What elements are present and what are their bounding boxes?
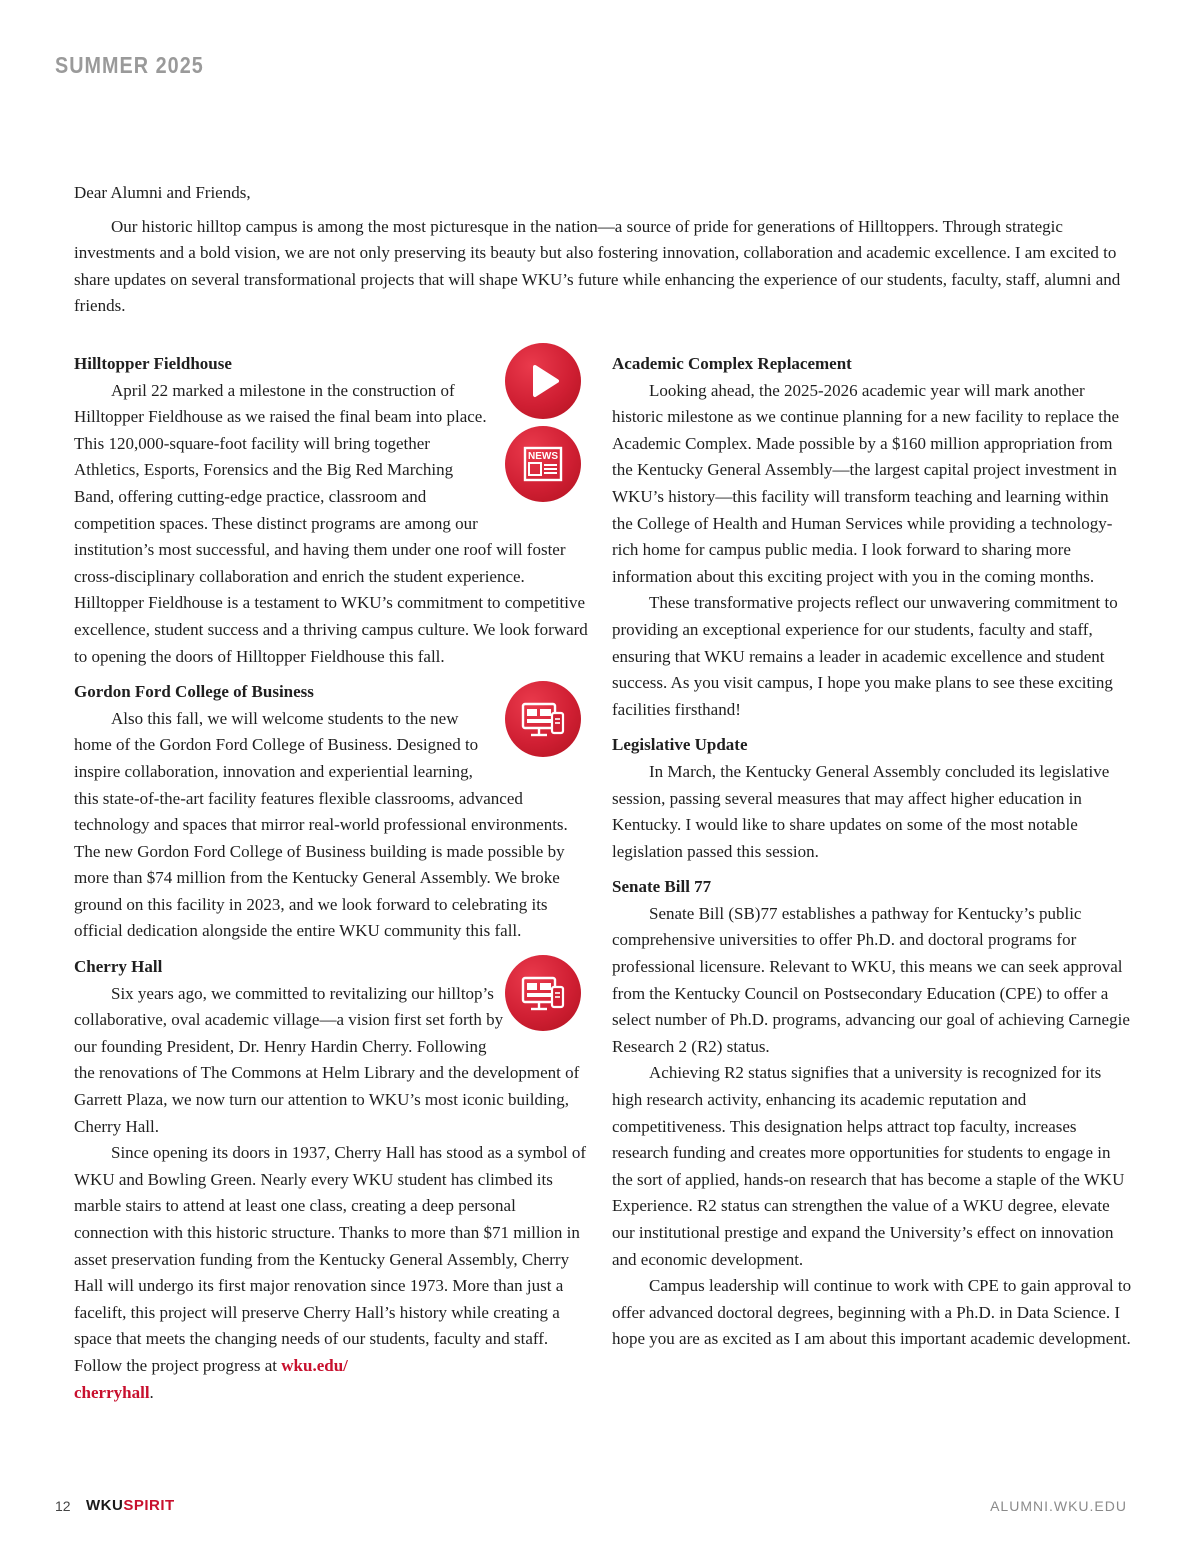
heading-fieldhouse: Hilltopper Fieldhouse — [74, 354, 232, 373]
section-business — [74, 679, 592, 945]
section-academic — [612, 351, 1132, 723]
cherry-paragraph-1: Six years ago, we committed to revitalizing our hilltop’s collaborative, oval academic village—a vision first set forth by our founding President, Dr. Henry Hardin Cherry. Following the renovations of The Commons at Helm Library and the development of Garrett Plaza, we now turn our attention to WKU’s most iconic building, Cherry Hall. — [74, 983, 580, 1136]
sb77-paragraph-3: Campus leadership will continue to work with CPE to gain approval to offer advanced doctoral degrees, beginning with a Ph.D. in Data Science. I hope you are as excited as I am about this important academic development. — [612, 1276, 1132, 1349]
news-icon-label: NEWS — [528, 451, 558, 462]
brand-spirit: SPIRIT — [123, 1497, 175, 1514]
cherryhall-link-line1: wku.edu/ — [281, 1355, 348, 1375]
cherry-paragraph-2 — [74, 1140, 592, 1406]
intro-paragraph: Our historic hilltop campus is among the most picturesque in the nation—a source of pride for generations of Hilltoppers. Through strategic investments and a bold vision, we are not only preserving its beauty but also fostering innovation, collaboration and academic excellence. I am excited to share updates on several transformational projects that will shape WKU’s future while enhancing the experience of our students, faculty, staff, alumni and friends. — [74, 216, 1121, 316]
cherry-paragraph-2-text: Since opening its doors in 1937, Cherry Hall has stood as a symbol of WKU and Bowling Green. Nearly every WKU student has climbed its marble stairs to attend at least one class, creating a deep personal connection with this historic structure. Thanks to more than $71 million in asset preservation funding from the Kentucky General Assembly, Cherry Hall will undergo its first major renovation since 1973. More than just a facelift, this project will preserve Cherry Hall’s history while creating a space that meets the changing needs of our students, faculty and staff. Follow the project progress at — [74, 1143, 587, 1375]
sb77-paragraph-1: Senate Bill (SB)77 establishes a pathway for Kentucky’s public comprehensive universities to offer Ph.D. and doctoral programs for professional licensure. Relevant to WKU, this means we can seek approval from the Kentucky Council on Postsecondary Education (CPE) to offer a select number of Ph.D. programs, advancing our goal of achieving Carnegie Research 2 (R2) status. — [612, 903, 1130, 1056]
academic-paragraph-2: These transformative projects reflect our unwavering commitment to providing an exceptional experience for our students, faculty and staff, ensuring that WKU remains a leader in academic excellence and student success. As you visit campus, I hope you make plans to see these exciting facilities firsthand! — [612, 593, 1118, 719]
business-paragraph: Also this fall, we will welcome students to the new home of the Gordon Ford College of Business. Designed to inspire collaboration, innovation and experiential learning, this state-of-the-art facility features flexible classrooms, advanced technology and spaces that mirror real-world professional environments. The new Gordon Ford College of Business building is made possible by more than $74 million from the Kentucky General Assembly. We broke ground on this facility in 2023, and we look forward to celebrating its official dedication alongside the entire WKU community this fall. — [74, 708, 568, 941]
legislative-paragraph: In March, the Kentucky General Assembly concluded its legislative session, passing several measures that may affect higher education in Kentucky. I would like to share updates on some of the most notable legislation passed this session. — [612, 761, 1110, 861]
heading-academic: Academic Complex Replacement — [612, 354, 852, 373]
right-column — [612, 351, 1132, 1362]
salutation: Dear Alumni and Friends, — [74, 183, 251, 202]
heading-legislative: Legislative Update — [612, 735, 748, 755]
footer-url[interactable]: ALUMNI.WKU.EDU — [990, 1498, 1127, 1514]
intro — [74, 180, 1130, 320]
issue-season: SUMMER 2025 — [55, 52, 204, 78]
section-sb77 — [612, 874, 1132, 1353]
cherryhall-link-line2: cherryhall — [74, 1382, 150, 1402]
brand-logo — [86, 1497, 175, 1514]
brand-wku: WKU — [86, 1497, 124, 1514]
page-number: 12 — [55, 1498, 71, 1514]
section-cherry — [74, 954, 592, 1406]
sb77-paragraph-2: Achieving R2 status signifies that a university is recognized for its high research activity, enhancing its academic reputation and competitiveness. This designation helps attract top faculty, increases research funding and creates more opportunities for students to engage in the sort of applied, hands-on research that has become a staple of the WKU Experience. R2 status can strengthen the value of a WKU degree, elevate our institutional prestige and expand the University’s effect on innovation and economic development. — [612, 1063, 1125, 1269]
left-column — [74, 351, 592, 1415]
fieldhouse-paragraph: April 22 marked a milestone in the construction of Hilltopper Fieldhouse as we raised the final beam into place. This 120,000-square-foot facility will bring together Athletics, Esports, Forensics and the Big Red Marching Band, offering cutting-edge practice, classroom and competition spaces. These distinct programs are among our institution’s most successful, and having them under one roof will foster cross-disciplinary collaboration and enrich the student experience. Hilltopper Fieldhouse is a testament to WKU’s commitment to competitive excellence, student success and a thriving campus culture. We look forward to opening the doors of Hilltopper Fieldhouse this fall. — [74, 380, 588, 666]
heading-cherry: Cherry Hall — [74, 957, 163, 977]
heading-business: Gordon Ford College of Business — [74, 682, 314, 702]
heading-sb77: Senate Bill 77 — [612, 877, 712, 897]
academic-paragraph-1: Looking ahead, the 2025-2026 academic year will mark another historic milestone as we continue planning for a new facility to replace the Academic Complex. Made possible by a $160 million appropriation from the Kentucky General Assembly—the largest capital project investment in WKU’s history—this facility will transform teaching and learning within the College of Health and Human Services while providing a technology-rich home for campus public media. I look forward to sharing more information about this exciting project with you in the coming months. — [612, 380, 1119, 586]
section-legislative — [612, 732, 1132, 865]
section-fieldhouse — [74, 351, 592, 670]
cherry-period: . — [149, 1382, 154, 1402]
